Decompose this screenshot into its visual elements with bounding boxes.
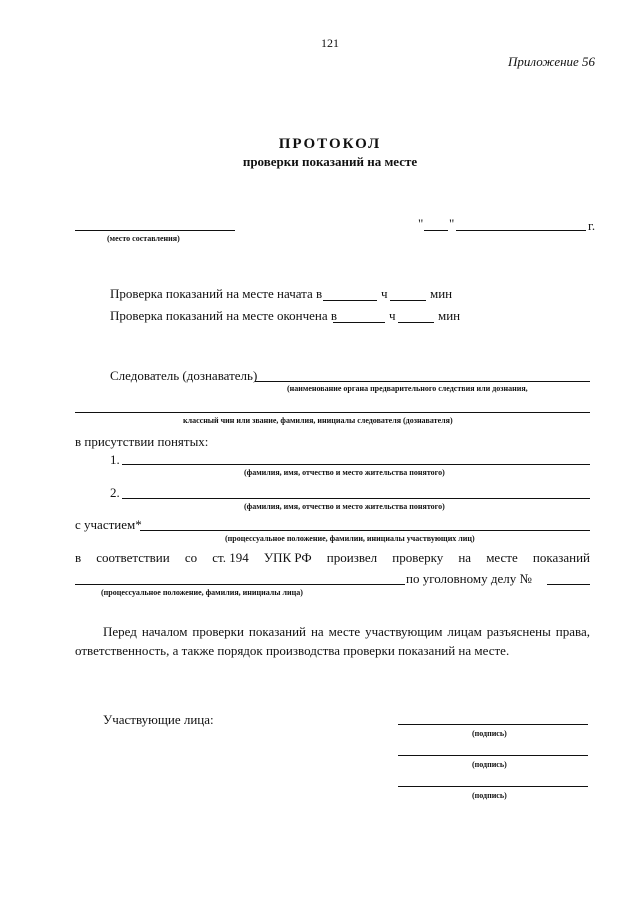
investigator-label: Следователь (дознаватель) xyxy=(110,368,258,383)
start-hour-line[interactable] xyxy=(323,300,377,301)
date-quote-open: " xyxy=(418,216,424,231)
accordance-word: месте xyxy=(486,550,518,565)
accordance-person-line[interactable] xyxy=(75,584,405,585)
date-day-line[interactable] xyxy=(424,230,448,231)
end-hour-line[interactable] xyxy=(333,322,385,323)
accordance-word: произвел xyxy=(326,550,378,565)
accordance-word: соответствии xyxy=(96,550,170,565)
accordance-caption: (процессуальное положение, фамилия, инициалы лица) xyxy=(101,588,303,597)
date-year-suffix: г. xyxy=(588,218,596,233)
witness-1-number: 1. xyxy=(110,452,120,467)
document-title: ПРОТОКОЛ xyxy=(278,136,382,152)
signature-line-2[interactable] xyxy=(398,755,588,756)
accordance-row xyxy=(75,550,590,566)
place-line[interactable] xyxy=(75,230,235,231)
date-month-year-line[interactable] xyxy=(456,230,586,231)
accordance-word: показаний xyxy=(532,550,590,565)
signature-caption-1: (подпись) xyxy=(472,729,507,738)
witness-1-line[interactable] xyxy=(122,464,590,465)
case-label: по уголовному делу № xyxy=(406,571,532,586)
start-time-label: Проверка показаний на месте начата в xyxy=(110,286,323,301)
signature-caption-2: (подпись) xyxy=(472,760,507,769)
end-min-unit: мин xyxy=(438,308,461,323)
start-min-unit: мин xyxy=(430,286,453,301)
witness-1-caption: (фамилия, имя, отчество и место жительства понятого) xyxy=(244,468,445,477)
signature-line-3[interactable] xyxy=(398,786,588,787)
date-quote-close: " xyxy=(449,216,455,231)
end-time-label: Проверка показаний на месте окончена в xyxy=(110,308,338,323)
accordance-word: ст. 194 xyxy=(212,550,249,565)
appendix-label: Приложение 56 xyxy=(508,54,596,69)
explanation-line-2: ответственность, а также порядок производства проверки показаний на месте. xyxy=(75,643,510,658)
witnesses-label: в присутствии понятых: xyxy=(75,434,209,449)
participation-label: с участием* xyxy=(75,517,142,532)
accordance-word: со xyxy=(184,550,198,565)
participation-caption: (процессуальное положение, фамилии, инициалы участвующих лиц) xyxy=(225,534,475,543)
accordance-word: проверку xyxy=(392,550,444,565)
case-number-line[interactable] xyxy=(547,584,590,585)
explanation-line-1: Перед началом проверки показаний на месте участвующим лицам разъяснены права, xyxy=(103,624,590,639)
accordance-word: УПК РФ xyxy=(263,550,312,565)
investigator-line-2[interactable] xyxy=(75,412,590,413)
accordance-word: на xyxy=(458,550,472,565)
signature-line-1[interactable] xyxy=(398,724,588,725)
page-number: 121 xyxy=(321,36,339,50)
investigator-line-1[interactable] xyxy=(255,381,590,382)
witness-2-line[interactable] xyxy=(122,498,590,499)
start-min-line[interactable] xyxy=(390,300,426,301)
end-hour-unit: ч xyxy=(389,308,396,323)
participation-line[interactable] xyxy=(140,530,590,531)
investigator-caption-1: (наименование органа предварительного следствия или дознания, xyxy=(287,384,528,393)
witness-2-number: 2. xyxy=(110,485,120,500)
participants-label: Участвующие лица: xyxy=(103,712,214,727)
signature-caption-3: (подпись) xyxy=(472,791,507,800)
accordance-word: в xyxy=(75,550,82,565)
witness-2-caption: (фамилия, имя, отчество и место жительства понятого) xyxy=(244,502,445,511)
investigator-caption-2: классный чин или звание, фамилия, инициалы следователя (дознавателя) xyxy=(183,416,453,425)
end-min-line[interactable] xyxy=(398,322,434,323)
place-caption: (место составления) xyxy=(107,234,180,243)
start-hour-unit: ч xyxy=(381,286,388,301)
document-subtitle: проверки показаний на месте xyxy=(242,154,418,169)
